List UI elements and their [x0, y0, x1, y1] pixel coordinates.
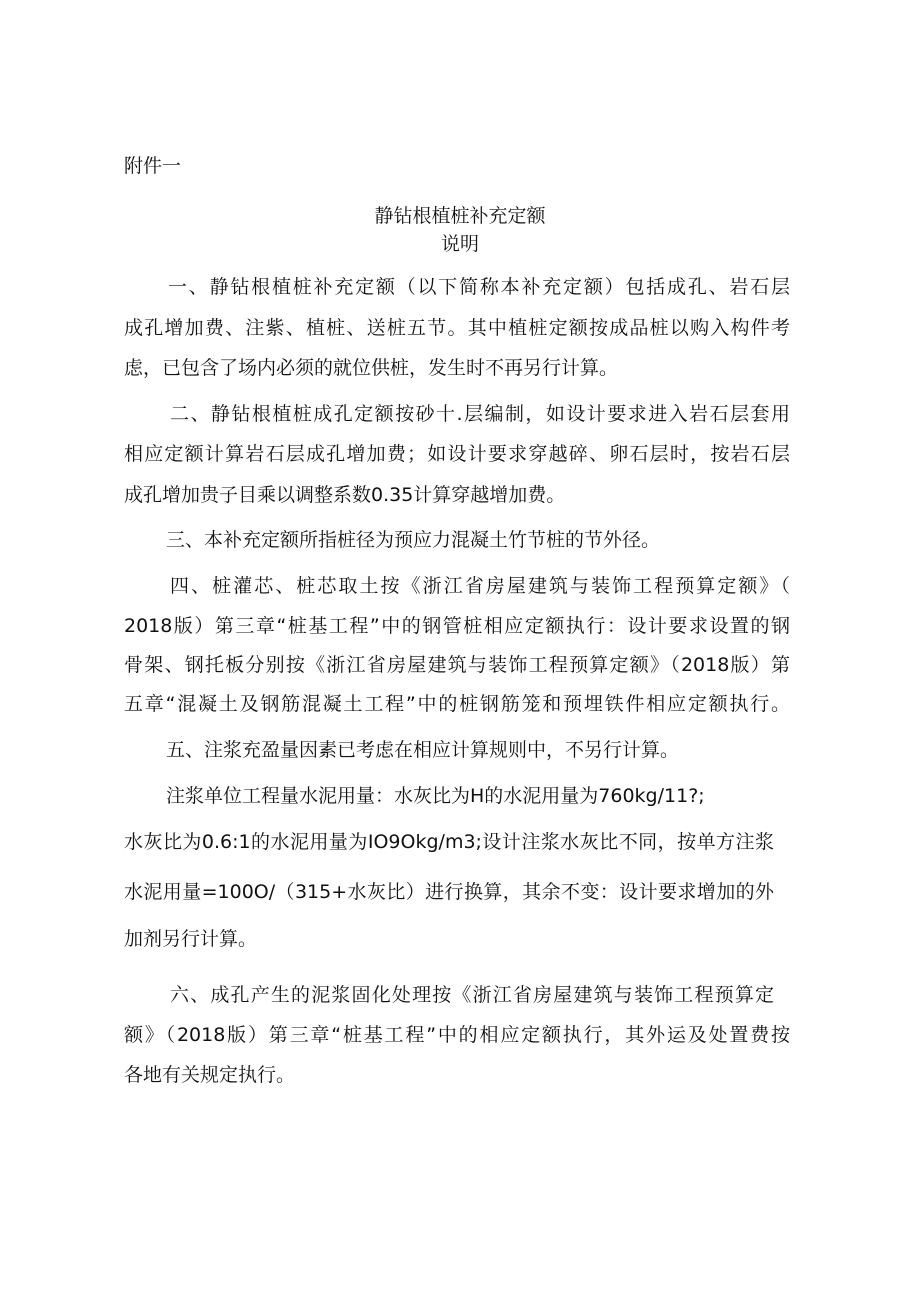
paragraph-5-line-1: 五、注浆充盈量因素已考虑在相应计算规则中，不另行计算。: [166, 739, 680, 761]
paragraph-6-line-2: 额》（2018版）第三章“桩基工程”中的相应定额执行，其外运及处置费按: [124, 1024, 790, 1046]
paragraph-6-line-1: 六、成孔产生的泥浆固化处理按《浙江省房屋建筑与装饰工程预算定: [170, 984, 774, 1006]
paragraph-1-line-3: 虑，已包含了场内必须的就位供桩，发生时不再另行计算。: [124, 357, 619, 379]
paragraph-4-line-4: 五章“混凝土及钢筋混凝土工程”中的桩钢筋笼和预埋铁件相应定额执行。: [124, 693, 790, 715]
paragraph-6-line-3: 各地有关规定执行。: [124, 1064, 296, 1086]
paragraph-2-line-3: 成孔增加贵子目乘以调整系数0.35计算穿越增加费。: [124, 484, 566, 506]
document-title: 静钻根植桩补充定额: [374, 205, 546, 227]
paragraph-5b-line-4: 加剂另行计算。: [124, 928, 258, 950]
document-subtitle: 说明: [440, 233, 479, 255]
paragraph-5b-line-3: 水泥用量=100O/（315+水灰比）进行换算，其余不变：设计要求增加的外: [124, 881, 774, 903]
attachment-label: 附件一: [124, 155, 182, 177]
paragraph-5b-line-1: 注浆单位工程量水泥用量：水灰比为H的水泥用量为760kg∕11?;: [166, 785, 705, 807]
paragraph-1-line-1: 一、静钻根植桩补充定额（以下简称本补充定额）包括成孔、岩石层: [168, 276, 790, 298]
paragraph-4-line-1: 四、桩灌芯、桩芯取土按《浙江省房屋建筑与装饰工程预算定额》（: [170, 575, 790, 597]
paragraph-3-line-1: 三、本补充定额所指桩径为预应力混凝土竹节桩的节外径。: [166, 529, 661, 551]
paragraph-2-line-1: 二、静钻根植桩成孔定额按砂十.层编制，如设计要求进入岩石层套用: [170, 403, 790, 425]
paragraph-1-line-2: 成孔增加费、注紫、植桩、送桩五节。其中植桩定额按成品桩以购入构件考: [124, 317, 790, 339]
paragraph-4-line-2: 2018版）第三章“桩基工程”中的钢管桩相应定额执行：设计要求设置的钢: [124, 615, 790, 637]
paragraph-4-line-3: 骨架、钢托板分别按《浙江省房屋建筑与装饰工程预算定额》（2018版）第: [124, 654, 790, 676]
paragraph-5b-line-2: 水灰比为0.6:1的水泥用量为IO9Okg∕m3;设计注浆水灰比不同，按单方注浆: [124, 831, 774, 853]
paragraph-2-line-2: 相应定额计算岩石层成孔增加费；如设计要求穿越碎、卵石层时，按岩石层: [124, 443, 790, 465]
